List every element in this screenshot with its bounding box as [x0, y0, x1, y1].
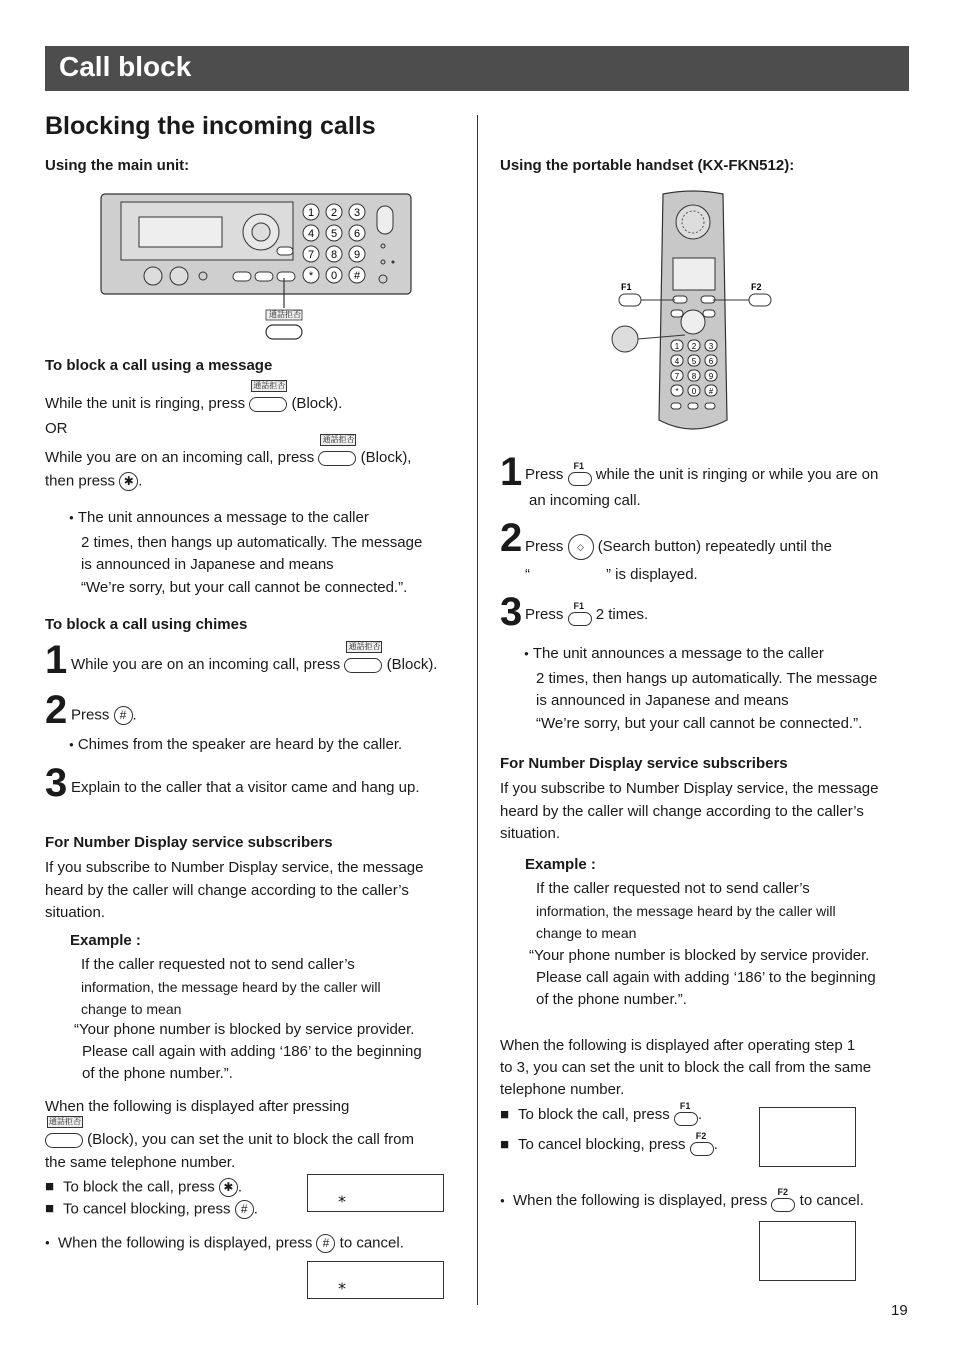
text: To block the call, press: [62, 1178, 215, 1196]
step-number: 3: [45, 761, 68, 805]
text: to cancel.: [799, 1191, 864, 1209]
quote-text: [74, 1019, 422, 1085]
lcd-symbol: ⁎: [338, 1276, 346, 1293]
handset-key-label: #: [708, 387, 714, 396]
block-call-line: [45, 1178, 242, 1197]
star-key-icon: ✱: [219, 1178, 238, 1197]
handset-step1: [525, 461, 879, 486]
handset-key-label: 4: [674, 357, 680, 366]
keypad-key-label: 6: [353, 228, 361, 240]
block-label: 通話拒否: [49, 1117, 81, 1126]
text-line: If you subscribe to Number Display service, the message: [500, 780, 879, 797]
text: To cancel blocking, press: [62, 1200, 231, 1218]
block-button-icon: [249, 381, 287, 412]
text-line: If the caller requested not to send caller’s: [81, 956, 355, 973]
bullet-line: is announced in Japanese and means: [536, 692, 789, 709]
handset-illustration: [605, 190, 785, 438]
chimes-step3: Explain to the caller that a visitor came and hang up.: [71, 779, 420, 796]
bullet-line: “We’re sorry, but your call cannot be connected.”.: [81, 578, 408, 596]
quote-text-right: [529, 945, 876, 1011]
text-line: situation.: [500, 825, 561, 842]
keypad-key-label: 0: [330, 270, 338, 282]
keypad-key-label: 5: [330, 228, 338, 240]
handset-key-label: 5: [691, 357, 697, 366]
hash-key-icon: #: [114, 706, 133, 725]
f1-key-icon: [568, 461, 592, 486]
text-line: information, the message heard by the caller will: [536, 903, 836, 919]
when-line: [45, 1234, 404, 1253]
block-button-icon: [45, 1117, 83, 1148]
text: to cancel.: [339, 1234, 404, 1252]
f1-key-icon: [674, 1101, 698, 1126]
example-text: [81, 954, 381, 1020]
cancel-line-right: [500, 1131, 718, 1156]
nd-heading-right: For Number Display service subscribers: [500, 755, 788, 772]
page-title: Call block: [59, 51, 192, 82]
text: ” is displayed.: [606, 566, 698, 583]
handset-key-label: 1: [674, 342, 680, 351]
main-unit-heading: Using the main unit:: [45, 157, 190, 174]
f2-key-icon: [771, 1187, 795, 1212]
key-label: F2: [777, 1187, 788, 1197]
handset-key-label: 6: [708, 357, 714, 366]
handset-bullet: [524, 643, 877, 735]
hash-key-icon: #: [235, 1200, 254, 1219]
handset-key-label: 2: [691, 342, 697, 351]
handset-key-label: 9: [708, 372, 714, 381]
text-line: of the phone number.”.: [536, 991, 687, 1008]
handset-key-label: 8: [691, 372, 697, 381]
text: When the following is displayed, press: [58, 1234, 313, 1252]
text-line: heard by the caller will change according to the caller’s: [500, 802, 864, 820]
step-number: 1: [45, 638, 68, 682]
handset-heading: Using the portable handset (KX-FKN512):: [500, 157, 795, 174]
page-number: 19: [891, 1302, 908, 1319]
chimes-heading: To block a call using chimes: [45, 616, 248, 633]
block-label: 通話拒否: [253, 381, 286, 390]
text-line: of the phone number.”.: [82, 1065, 233, 1082]
block-call-line-right: [500, 1101, 703, 1126]
text: then press: [45, 472, 116, 490]
key-label: F1: [679, 1101, 691, 1111]
text-line: “Your phone number is blocked by service provider.: [529, 947, 870, 964]
keypad-key-label: 1: [307, 207, 315, 219]
keypad-key-label: #: [353, 270, 361, 282]
text-line: information, the message heard by the caller will: [81, 979, 381, 995]
msg-bullet: [69, 507, 422, 599]
handset-step2: [525, 534, 832, 560]
text: To cancel blocking, press: [517, 1135, 686, 1153]
lcd-display: [759, 1107, 856, 1167]
example-label: Example :: [70, 932, 141, 949]
after-text-right: [500, 1035, 871, 1101]
text: Press: [525, 605, 564, 623]
example-text-right: [536, 878, 836, 944]
text: .: [253, 1200, 258, 1218]
main-unit-illustration: [99, 192, 415, 342]
text-line: situation.: [45, 904, 106, 921]
when-line-right: [500, 1187, 864, 1212]
after-line-c: the same telephone number.: [45, 1154, 236, 1171]
text: 2 times.: [595, 605, 649, 623]
text: .: [697, 1105, 703, 1123]
bullet-line: is announced in Japanese and means: [81, 556, 334, 573]
lcd-display: [307, 1261, 444, 1299]
text-line: When the following is displayed after operating step 1: [500, 1037, 856, 1054]
search-button-icon: ◇: [568, 534, 594, 560]
text: .: [132, 706, 137, 724]
handset-key-label: *: [675, 387, 679, 396]
text: Press: [525, 465, 564, 483]
text: .: [713, 1135, 718, 1153]
text: While the unit is ringing, press: [45, 395, 246, 412]
keypad-key-label: *: [308, 270, 314, 282]
step-number: 2: [500, 516, 523, 560]
msg-line2: [45, 435, 412, 466]
hash-key-icon: #: [316, 1234, 335, 1253]
text: (Block), you can set the unit to block the call from: [87, 1131, 414, 1148]
f2-key-icon: [690, 1131, 714, 1156]
block-label: 通話拒否: [348, 642, 381, 651]
msg-line3: [45, 472, 142, 491]
block-label: 通話拒否: [322, 435, 355, 444]
step-number: 2: [45, 688, 68, 732]
header-bar: [45, 46, 909, 91]
step-number: 1: [500, 450, 523, 494]
text: (Block).: [386, 656, 438, 673]
text: .: [138, 472, 143, 490]
text: while the unit is ringing or while you are on: [595, 465, 879, 483]
after-line-b: [45, 1117, 414, 1148]
text: “: [525, 566, 530, 583]
keypad-key-label: 2: [330, 207, 338, 219]
text: When the following is displayed, press: [513, 1191, 768, 1209]
handset-key-label: 3: [708, 342, 714, 351]
chimes-step2: [71, 706, 137, 725]
lcd-symbol: ⁎: [338, 1189, 346, 1206]
keypad-key-label: 9: [353, 249, 361, 261]
step-number: 3: [500, 590, 523, 634]
handset-key-label: 7: [674, 372, 680, 381]
key-label: F1: [573, 601, 585, 611]
block-key-label: 通話拒否: [269, 310, 301, 319]
text: .: [237, 1178, 243, 1196]
lcd-display: [759, 1221, 856, 1281]
key-label: F2: [695, 1131, 707, 1141]
chimes-step1: [71, 642, 438, 673]
keypad-key-label: 7: [307, 249, 315, 261]
keypad-key-label: 4: [307, 228, 315, 240]
handset-step2-cont: [525, 566, 698, 583]
text-line: “Your phone number is blocked by service provider.: [74, 1021, 415, 1038]
text: (Block),: [360, 449, 412, 466]
nd-heading: For Number Display service subscribers: [45, 834, 333, 851]
text: Press: [71, 706, 110, 724]
bullet-line: ● The unit announces a message to the caller: [69, 507, 422, 532]
keypad-key-label: 8: [330, 249, 338, 261]
block-button-icon: [344, 642, 382, 673]
example-label-right: Example :: [525, 856, 596, 873]
nd-text-right: [500, 778, 879, 846]
nd-text: [45, 857, 424, 925]
msg-heading: To block a call using a message: [45, 357, 273, 374]
text-line: change to mean: [81, 1001, 182, 1017]
text: (Block).: [291, 395, 343, 412]
cancel-line: [45, 1200, 258, 1219]
bullet-line: 2 times, then hangs up automatically. The message: [81, 533, 423, 551]
keypad-key-label: 3: [353, 207, 361, 219]
text: While you are on an incoming call, press: [71, 656, 341, 673]
key-label: F1: [573, 461, 585, 471]
msg-line1: [45, 381, 343, 412]
text: While you are on an incoming call, press: [45, 449, 315, 466]
column-divider: [477, 115, 478, 1305]
star-key-icon: ✱: [119, 472, 138, 491]
text-line: If the caller requested not to send caller’s: [536, 880, 810, 897]
text: Press: [525, 537, 564, 555]
block-button-icon: [318, 435, 356, 466]
text-line: Please call again with adding ‘186’ to the beginning: [82, 1043, 422, 1060]
chimes-bullet: ● Chimes from the speaker are heard by the caller.: [69, 736, 402, 753]
svg-text:F2: F2: [751, 282, 762, 292]
bullet-line: ● The unit announces a message to the caller: [524, 643, 877, 668]
text: (Search button) repeatedly until the: [597, 537, 832, 555]
handset-step3: [525, 601, 649, 626]
section-title: Blocking the incoming calls: [45, 112, 376, 140]
f1-key-icon: [568, 601, 592, 626]
text-line: change to mean: [536, 925, 637, 941]
text-line: If you subscribe to Number Display service, the message: [45, 859, 424, 876]
text-line: heard by the caller will change according to the caller’s: [45, 881, 409, 899]
text-line: to 3, you can set the unit to block the call from the same: [500, 1059, 872, 1076]
text-line: telephone number.: [500, 1081, 625, 1098]
text: To block the call, press: [517, 1105, 670, 1123]
lcd-display: [307, 1174, 444, 1212]
bullet-line: “We’re sorry, but your call cannot be connected.”.: [536, 714, 863, 732]
handset-step1-cont: an incoming call.: [529, 492, 641, 509]
after-line-a: When the following is displayed after pressing: [45, 1098, 350, 1115]
or-text: OR: [45, 420, 68, 437]
handset-key-label: 0: [691, 387, 697, 396]
bullet-line: 2 times, then hangs up automatically. The message: [536, 669, 878, 687]
text-line: Please call again with adding ‘186’ to the beginning: [536, 969, 876, 986]
svg-text:F1: F1: [621, 282, 632, 292]
